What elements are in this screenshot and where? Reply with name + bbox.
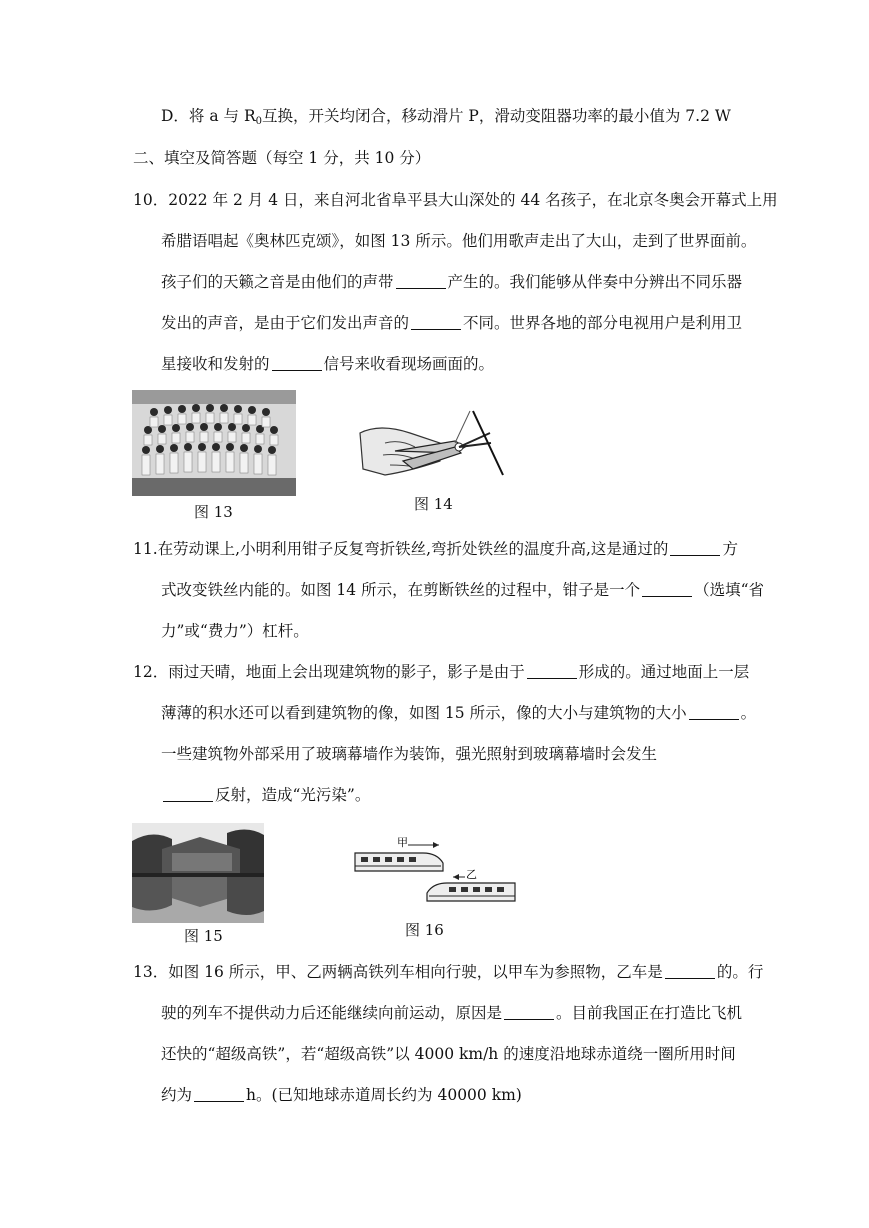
- q9d-sub: 0: [255, 116, 262, 127]
- section-2-title: 二、填空及简答题（每空 1 分，共 10 分）: [133, 149, 431, 167]
- figure-14-caption: 图 14: [414, 495, 453, 513]
- q13-line-2: [161, 1003, 742, 1023]
- figure-16-trains: [353, 835, 519, 907]
- q11-l2b: （选填“省: [694, 581, 765, 599]
- q12-l1b: 形成的。通过地面上一层: [578, 663, 750, 681]
- answer-blank[interactable]: [665, 963, 715, 979]
- q12-line-2: [161, 703, 756, 723]
- q12-line-3: 一些建筑物外部采用了玻璃幕墙作为装饰，强光照射到玻璃幕墙时会发生: [161, 745, 658, 763]
- q10-line-4: [161, 313, 742, 333]
- q12-l4b: 反射，造成“光污染”。: [215, 786, 371, 804]
- figure-14-pliers: [355, 403, 507, 485]
- answer-blank[interactable]: [527, 663, 577, 679]
- answer-blank[interactable]: [411, 314, 461, 330]
- q12-l2b: 。: [740, 704, 757, 722]
- q13-l1a: 13．如图 16 所示，甲、乙两辆高铁列车相向行驶，以甲车为参照物，乙车是: [133, 963, 663, 981]
- q11-line-3: 力”或“费力”）杠杆。: [161, 622, 309, 640]
- q10-line-3: [161, 272, 742, 292]
- figure-15-caption: 图 15: [184, 927, 223, 945]
- q13-l1b: 的。行: [716, 963, 764, 981]
- q11-l2a: 式改变铁丝内能的。如图 14 所示，在剪断铁丝的过程中，钳子是一个: [161, 581, 641, 599]
- q11-l1a: 11.在劳动课上,小明利用钳子反复弯折铁丝,弯折处铁丝的温度升高,这是通过的: [133, 540, 669, 558]
- q10-l3b: 产生的。我们能够从伴奏中分辨出不同乐器: [447, 273, 743, 291]
- q10-l3a: 孩子们的天籁之音是由他们的声带: [161, 273, 394, 291]
- figure-15-building-reflection: [132, 823, 264, 923]
- q11-line-1: [133, 539, 738, 559]
- figure-13-caption: 图 13: [194, 503, 233, 521]
- q13-line-3: 还快的“超级高铁”，若“超级高铁”以 4000 km/h 的速度沿地球赤道绕一圈所用时间: [161, 1045, 736, 1063]
- train-yi-label: 乙: [466, 868, 477, 881]
- q11-l1b: 方: [722, 540, 738, 558]
- q10-line-1: 10．2022 年 2 月 4 日，来自河北省阜平县大山深处的 44 名孩子，在北京冬奥会开幕式上用: [133, 191, 778, 209]
- figure-16-caption: 图 16: [405, 921, 444, 939]
- answer-blank[interactable]: [670, 540, 720, 556]
- figure-13-choir-photo: [132, 390, 296, 496]
- q9d-pre: D．将 a 与 R: [161, 107, 256, 125]
- q10-l4a: 发出的声音，是由于它们发出声音的: [161, 314, 410, 332]
- answer-blank[interactable]: [396, 273, 446, 289]
- q9d-post: 互换，开关均闭合，移动滑片 P，滑动变阻器功率的最小值为 7.2 W: [262, 107, 731, 125]
- answer-blank[interactable]: [504, 1004, 554, 1020]
- q10-l5b: 信号来收看现场画面的。: [323, 355, 495, 373]
- answer-blank[interactable]: [163, 786, 213, 802]
- q11-line-2: [161, 580, 764, 600]
- answer-blank[interactable]: [194, 1086, 244, 1102]
- answer-blank[interactable]: [642, 581, 692, 597]
- q10-l4b: 不同。世界各地的部分电视用户是利用卫: [463, 314, 743, 332]
- q13-line-4: [161, 1085, 522, 1105]
- q12-line-4: [161, 785, 370, 805]
- q12-l1a: 12．雨过天晴，地面上会出现建筑物的影子，影子是由于: [133, 663, 525, 681]
- q12-line-1: [133, 662, 749, 682]
- train-jia-label: 甲: [397, 836, 408, 849]
- q10-line-2: 希腊语唱起《奥林匹克颂》，如图 13 所示。他们用歌声走出了大山，走到了世界面前。: [161, 232, 757, 250]
- q13-l4b: h。(已知地球赤道周长约为 40000 km): [246, 1086, 522, 1104]
- answer-blank[interactable]: [689, 704, 739, 720]
- q10-line-5: [161, 354, 494, 374]
- q13-l4a: 约为: [161, 1086, 193, 1104]
- q10-l5a: 星接收和发射的: [161, 355, 270, 373]
- q13-l2a: 驶的列车不提供动力后还能继续向前运动，原因是: [161, 1004, 503, 1022]
- answer-blank[interactable]: [272, 355, 322, 371]
- q13-l2b: 。目前我国正在打造比飞机: [556, 1004, 743, 1022]
- q13-line-1: [133, 962, 763, 982]
- q12-l2a: 薄薄的积水还可以看到建筑物的像，如图 15 所示，像的大小与建筑物的大小: [161, 704, 687, 722]
- q9-option-d: [161, 106, 731, 132]
